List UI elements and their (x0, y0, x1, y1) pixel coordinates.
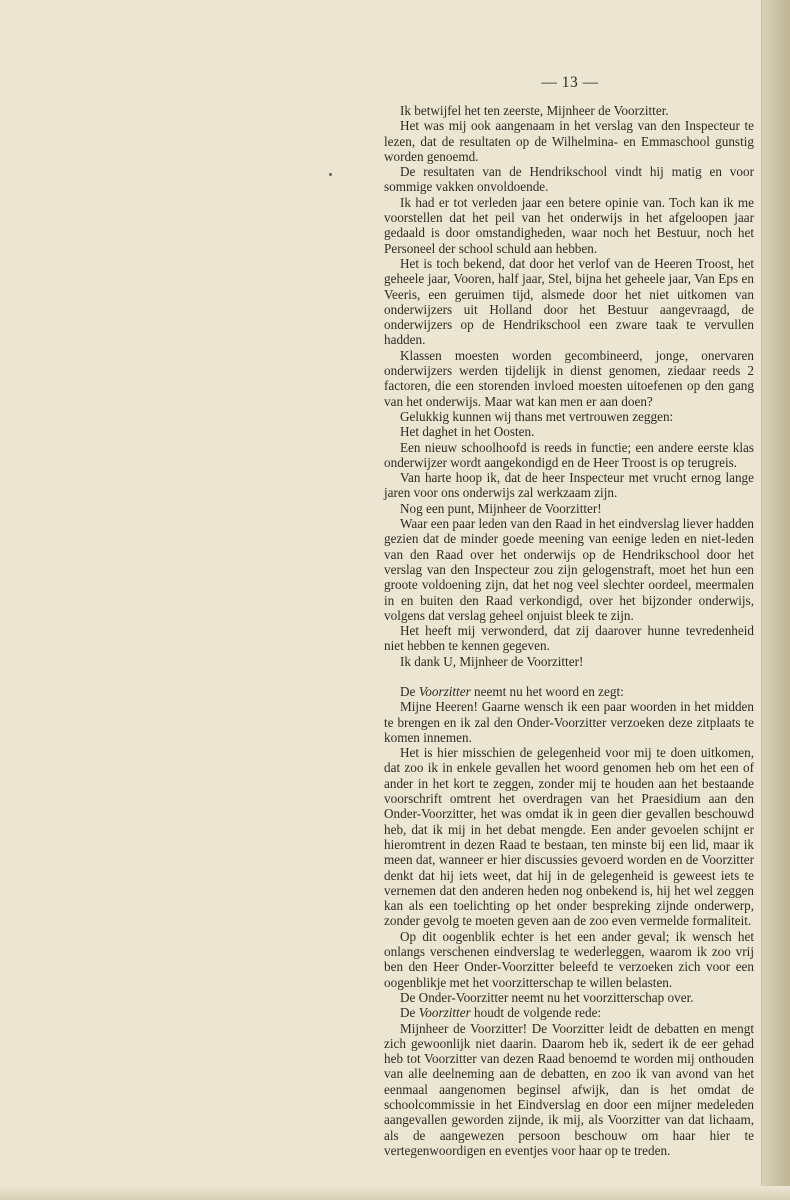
section-gap (384, 669, 754, 684)
page-number: — 13 — (541, 74, 599, 91)
paragraph: Het daghet in het Oosten. (400, 424, 535, 440)
paragraph: Het is toch bekend, dat door het verlof van de Heeren Troost, het geheele jaar, Vooren, half jaar, Stel, bijna het geheele jaar, Van Eps en Veeris, een geruimen tijd, alsmede door het niet uitkomen van onderwijzers uit Holland door het Bestuur aangevraagd, de onderwijzers op de Hendrikschool een zware taak te vervullen hadden. (384, 255, 754, 348)
paragraph: Mijnheer de Voorzitter! De Voorzitter leidt de debatten en mengt zich gewoonlijk niet daarin. Daarom heb ik, sedert ik de eer gehad heb tot Voorzitter van dezen Raad benoemd te worden mij onthouden van alle deelneming aan de debatten, en zoo ik van avond van het eenmaal aangenomen beginsel afwijk, dan is het omdat de schoolcommissie in het Eindverslag en door een mijner medeleden aangevallen geworden zijnde, ik mij, als Voorzitter van dat lichaam, als de aangewezen persoon beschouw om haar hier te vertegenwoordigen en eventjes voor haar op te treden. (384, 1020, 754, 1158)
paragraph: Van harte hoop ik, dat de heer Inspecteur met vrucht ernog lange jaren voor ons onderwijs zal werkzaam zijn. (384, 470, 754, 501)
paragraph: De resultaten van de Hendrikschool vindt hij matig en voor sommige vakken onvoldoende. (384, 164, 754, 195)
paragraph: De Onder-Voorzitter neemt nu het voorzitterschap over. (400, 989, 694, 1005)
page-bottom-edge (0, 1186, 790, 1200)
paragraph: Nog een punt, Mijnheer de Voorzitter! (400, 500, 602, 516)
speaker-intro (384, 684, 754, 699)
paragraph: Klassen moesten worden gecombineerd, jonge, onervaren onderwijzers werden tijdelijk in dienst genomen, ziedaar reeds 2 factoren, die een storenden invloed moesten uitoefenen op den gang van het onderwijs. Maar wat kan men er aan doen? (384, 347, 754, 409)
paragraph: Gelukkig kunnen wij thans met vertrouwen zeggen: (400, 408, 674, 424)
speaker-name: Voorzitter (418, 683, 471, 699)
speaker-intro-pre: De (400, 1005, 419, 1021)
paragraph: Ik dank U, Mijnheer de Voorzitter! (400, 653, 584, 669)
paragraph: Mijne Heeren! Gaarne wensch ik een paar woorden in het midden te brengen en ik zal den Onder-Voorzitter verzoeken deze zitplaats te komen innemen. (384, 699, 754, 745)
paragraph: Waar een paar leden van den Raad in het eindverslag liever hadden gezien dat de minder goede meening van eenige leden en niet-leden van den Raad over het onderwijs op de Hendrikschool door het verslag van den Inspecteur zou zijn gelogenstraft, moet het hun een groote voldoening zijn, dat het nog veel slechter oordeel, meermalen in en buiten den Raad verkondigd, over het bijzonder onderwijs, volgens dat verslag geheel onjuist bleek te zijn. (384, 516, 754, 623)
paragraph: Ik betwijfel het ten zeerste, Mijnheer de Voorzitter. (400, 103, 669, 118)
paragraph: Het is hier misschien de gelegenheid voor mij te doen uitkomen, dat zoo ik in enkele gevallen het woord genomen heb om het een of ander in het kort te zeggen, zonder mij te houden aan het bestaande voorschrift omtrent het overdragen van het Praesidium aan den Onder-Voorzitter, het was omdat ik in geen dier gevallen beschouwd heb, dat ik mij in het debat mengde. Een ander gevoelen schijnt er hieromtrent in dezen Raad te bestaan, ten minste bij een lid, maar ik meen dat, wanneer er hier discussies gevoerd worden en de Voorzitter denkt dat hij iets weet, dat hij in de gelegenheid is geweest iets te vernemen dat den anderen heden nog onbekend is, hij het wel zeggen kan als een toelichting op het onder bespreking zijnde onderwerp, zonder gevolg te moeten geven aan de zoo even vermelde formaliteit. (384, 745, 754, 929)
paragraph: Het heeft mij verwonderd, dat zij daarover hunne tevredenheid niet hebben te kennen gegeven. (384, 623, 754, 654)
speaker-intro (384, 1005, 754, 1020)
paragraph: Het was mij ook aangenaam in het verslag van den Inspecteur te lezen, dat de resultaten op de Wilhelmina- en Emmaschool gunstig worden genoemd. (384, 118, 754, 164)
paragraph: Een nieuw schoolhoofd is reeds in functie; een andere eerste klas onderwijzer wordt aangekondigd en de Heer Troost is op terugreis. (384, 439, 754, 470)
ink-speck (329, 173, 332, 176)
speaker-intro-pre: De (400, 683, 419, 699)
page-binding-edge (761, 0, 790, 1200)
paragraph: Ik had er tot verleden jaar een betere opinie van. Toch kan ik me voorstellen dat het peil van het onderwijs in het afgeloopen jaar gedaald is door omstandigheden, waar noch het Bestuur, noch het Personeel der school schuld aan hebben. (384, 194, 754, 256)
body-text (384, 103, 754, 1158)
paragraph: Op dit oogenblik echter is het een ander geval; ik wensch het onlangs verschenen eindverslag te wederleggen, waarom ik zoo vrij ben den Heer Onder-Voorzitter beleefd te verzoeken zich voor een oogenblikje met het voorzitterschap te willen belasten. (384, 928, 754, 990)
speaker-intro-post: houdt de volgende rede: (470, 1005, 602, 1021)
speaker-intro-post: neemt nu het woord en zegt: (470, 683, 624, 699)
speaker-name: Voorzitter (418, 1005, 471, 1021)
